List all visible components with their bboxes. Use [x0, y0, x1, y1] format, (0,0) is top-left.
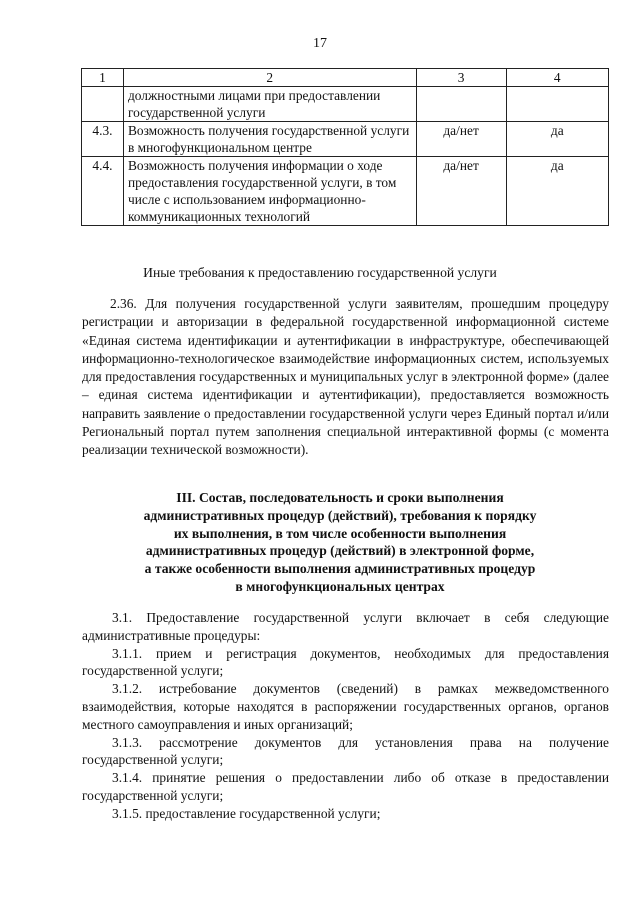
section-title-line: административных процедур (действий) в электронной форме,	[145, 543, 535, 559]
row-text: должностными лицами при предоставлении государственной услуги	[123, 87, 416, 122]
row-col3: да/нет	[416, 157, 506, 226]
row-text: Возможность получения государственной услуги в многофункциональном центре	[123, 122, 416, 157]
list-item: 3.1. Предоставление государственной услуги включает в себя следующие административные процедуры:	[82, 610, 609, 643]
paragraph-2-36-text: 2.36. Для получения государственной услуги заявителям, прошедшим процедуру регистрации и авторизации в федеральной государственной информационной системе «Единая система идентификации и аутентификации в инфраструктуре, обеспечивающей информационно-технологическое взаимодействие информационных систем, используемых для предоставления государственных и муниципальных услуг в электронной форме» (далее – единая система идентификации и аутентификации), предоставляется возможность направить заявление о предоставлении государственной услуги через Единый портал и/или Региональный портал путем заполнения специальной интерактивной формы (с момента реализации технической возможности).	[82, 296, 609, 458]
page-number: 17	[313, 36, 327, 51]
section-title-line: в многофункциональных центрах	[235, 578, 445, 594]
list-item: 3.1.2. истребование документов (сведений) в рамках межведомственного взаимодействия, которые находятся в распоряжении государственных органов, органов местного самоуправления и иных организаций;	[82, 681, 609, 732]
row-col3	[416, 87, 506, 122]
subheading: Иные требования к предоставлению государственной услуги	[143, 265, 497, 280]
table-row	[82, 87, 609, 122]
list-item: 3.1.3. рассмотрение документов для установления права на получение государственной услуги;	[82, 734, 609, 768]
header-cell-3: 3	[416, 69, 506, 87]
section-title-line: III. Состав, последовательность и сроки выполнения	[176, 490, 504, 505]
header-cell-2: 2	[123, 69, 416, 87]
row-col4: да	[506, 122, 608, 157]
list-item: 3.1.4. принятие решения о предоставлении либо об отказе в предоставлении государственной услуги;	[82, 770, 609, 803]
table-row	[82, 157, 609, 226]
header-cell-4: 4	[506, 69, 608, 87]
header-cell-1: 1	[82, 69, 124, 87]
row-number	[82, 87, 124, 122]
requirements-table	[81, 68, 609, 226]
paragraph-2-36	[82, 295, 609, 460]
list-item: 3.1.5. предоставление государственной услуги;	[112, 805, 381, 821]
row-number: 4.4.	[82, 157, 124, 226]
section-title-line: а также особенности выполнения административных процедур	[144, 561, 536, 577]
row-number: 4.3.	[82, 122, 124, 157]
row-col3: да/нет	[416, 122, 506, 157]
row-text: Возможность получения информации о ходе предоставления государственной услуги, в том числе с использованием информационно-коммуникационных технологий	[123, 157, 416, 226]
row-col4: да	[506, 157, 608, 226]
table-row	[82, 122, 609, 157]
table-header-row	[82, 69, 609, 87]
procedures-list	[82, 609, 609, 823]
list-item: 3.1.1. прием и регистрация документов, необходимых для предоставления государственной услуги;	[82, 645, 609, 679]
section-3-title	[100, 489, 580, 596]
section-title-line: административных процедур (действий), требования к порядку	[143, 507, 537, 523]
section-title-line: их выполнения, в том числе особенности выполнения	[173, 525, 507, 541]
row-col4	[506, 87, 608, 122]
